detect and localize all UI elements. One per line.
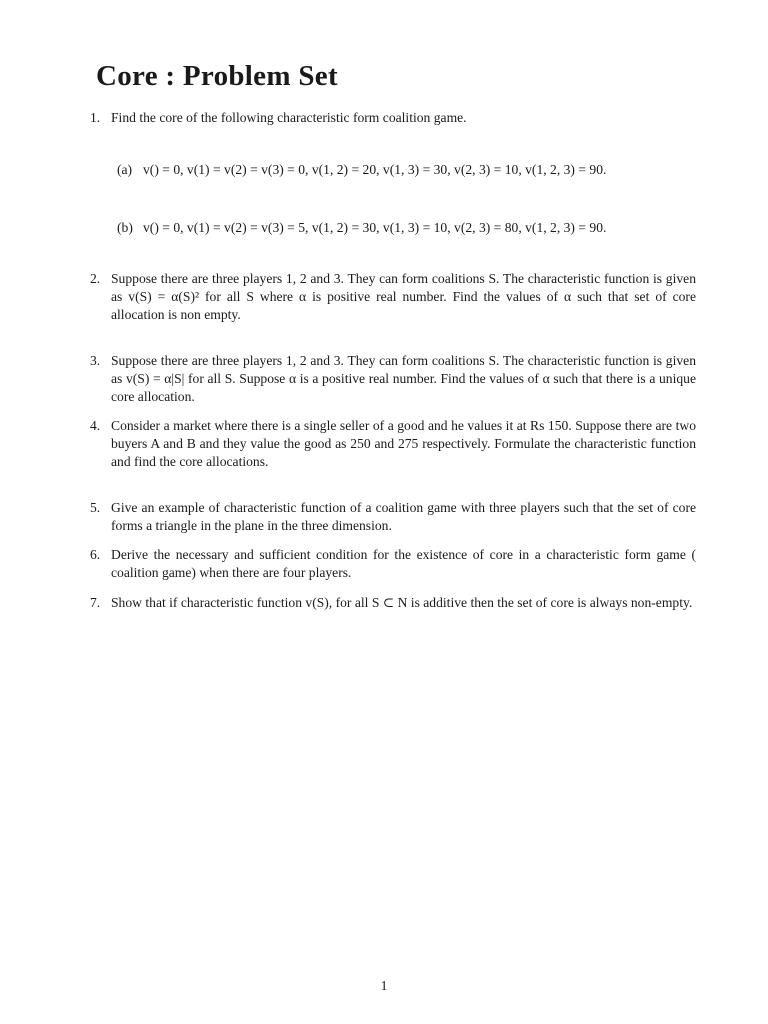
problem-number: 6. bbox=[90, 547, 101, 562]
subpart-label: (b) bbox=[117, 220, 133, 235]
problem-number: 2. bbox=[90, 271, 101, 286]
subpart-text: v() = 0, v(1) = v(2) = v(3) = 0, v(1, 2) = 20, v(1, 3) = 30, v(2, 3) = 10, v(1, 2, 3) = 90. bbox=[143, 162, 607, 177]
problem-text: Give an example of characteristic function of a coalition game with three players such that the set of core forms a triangle in the plane in the three dimension. bbox=[111, 500, 696, 533]
problem-5 bbox=[90, 499, 696, 535]
problem-3 bbox=[90, 352, 696, 406]
page-title: Core : Problem Set bbox=[96, 60, 338, 92]
problem-number: 7. bbox=[90, 595, 101, 610]
problem-text: Derive the necessary and sufficient condition for the existence of core in a characteristic form game ( coalition game) when there are four players. bbox=[111, 547, 696, 580]
problem-7 bbox=[90, 594, 696, 612]
problem-number: 3. bbox=[90, 353, 101, 368]
problem-4 bbox=[90, 417, 696, 471]
subpart-a bbox=[117, 161, 695, 179]
problem-number: 1. bbox=[90, 110, 101, 125]
problem-2 bbox=[90, 270, 696, 324]
problem-1 bbox=[90, 109, 696, 127]
subpart-text: v() = 0, v(1) = v(2) = v(3) = 5, v(1, 2) = 30, v(1, 3) = 10, v(2, 3) = 80, v(1, 2, 3) = 90. bbox=[143, 220, 607, 235]
problem-number: 4. bbox=[90, 418, 101, 433]
problem-6 bbox=[90, 546, 696, 582]
problem-text: Suppose there are three players 1, 2 and 3. They can form coalitions S. The characteristic function is given as v(S) = α|S| for all S. Suppose α is a positive real number. Find the values of α such that there is a unique core allocation. bbox=[111, 353, 696, 404]
problem-text: Find the core of the following characteristic form coalition game. bbox=[111, 110, 467, 125]
problem-text: Suppose there are three players 1, 2 and 3. They can form coalitions S. The characteristic function is given as v(S) = α(S)² for all S where α is positive real number. Find the values of α such that set of core allocation is non empty. bbox=[111, 271, 696, 322]
subpart-b bbox=[117, 219, 695, 237]
page-number: 1 bbox=[380, 978, 388, 993]
problem-number: 5. bbox=[90, 500, 101, 515]
subpart-label: (a) bbox=[117, 162, 133, 177]
problem-text: Consider a market where there is a single seller of a good and he values it at Rs 150. Suppose there are two buyers A and B and they value the good as 250 and 275 respectively. Formulate the characteristic function and find the core allocations. bbox=[111, 418, 696, 469]
problem-text: Show that if characteristic function v(S), for all S ⊂ N is additive then the set of core is always non-empty. bbox=[111, 595, 693, 610]
